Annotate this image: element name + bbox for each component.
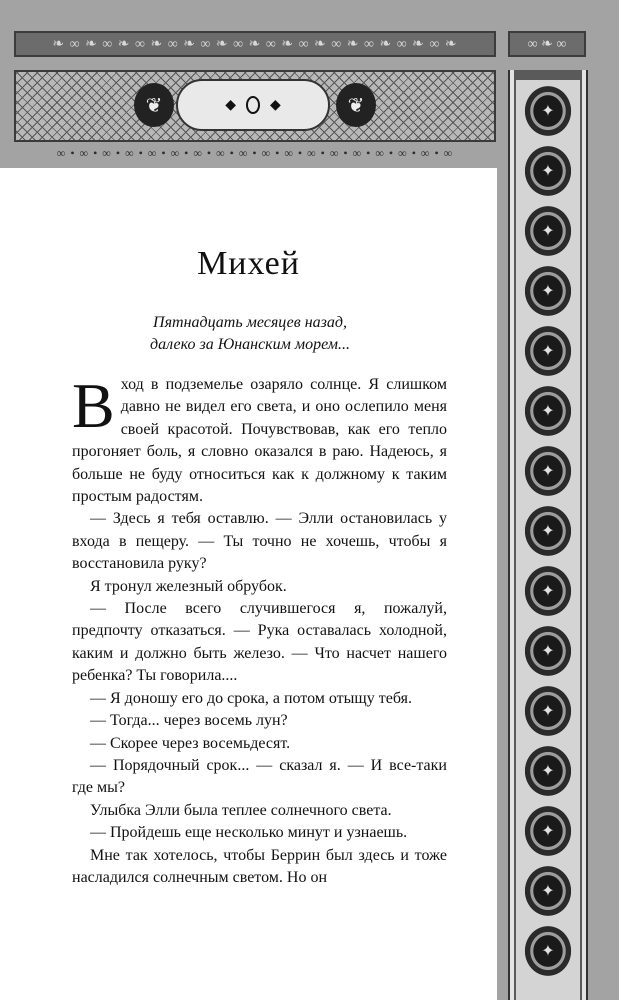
- motif-icon: ✦: [521, 622, 575, 680]
- motif-icon: ✦: [521, 382, 575, 440]
- motif-icon: ✦: [521, 862, 575, 920]
- motif-icon: ✦: [521, 142, 575, 200]
- side-edge-left: [510, 70, 514, 1000]
- medallion-right-ornament-icon: ❦: [336, 83, 376, 127]
- paragraph: Я тронул железный обрубок.: [90, 577, 287, 595]
- motif-icon: ✦: [521, 202, 575, 260]
- bottom-ornament-strip: [14, 146, 496, 160]
- drop-cap: В: [72, 370, 115, 441]
- paragraph-text: ход в подземелье озаряло солнце. Я слишком давно не видел его света, и оно ослепило меня своей красотой. Почувствовав, как его тепло прогоняет боль, я словно оказался в раю. Надеюсь, я больше не буду относиться как к должному к таким простым радостям.: [72, 376, 447, 506]
- top-ornament-strip: [14, 31, 496, 57]
- paragraph: [72, 370, 447, 508]
- paragraph: Мне так хотелось, чтобы Беррин был здесь и тоже насладился солнечным светом. Но он: [72, 846, 447, 886]
- side-edge-right: [582, 70, 586, 1000]
- paragraph: — Порядочный срок... — сказал я. — И все-таки где мы?: [72, 756, 447, 797]
- scroll-ornament-icon: ∞ ❧ ∞: [527, 36, 567, 52]
- epigraph-line: Пятнадцать месяцев назад,: [153, 314, 347, 331]
- corner-ornament: [508, 31, 586, 57]
- motif-icon: ✦: [521, 802, 575, 860]
- epigraph-line: далеко за Юнанским морем...: [150, 336, 350, 353]
- ring-icon: [246, 96, 260, 114]
- motif-icon: ✦: [521, 682, 575, 740]
- chapter-title: Михей: [197, 245, 300, 282]
- paragraph: — Тогда... через восемь лун?: [90, 712, 288, 730]
- paragraph: — Я доношу его до срока, а потом отыщу тебя.: [90, 689, 412, 707]
- motif-icon: ✦: [521, 322, 575, 380]
- chapter-medallion: [176, 79, 330, 131]
- epigraph: [120, 312, 380, 356]
- motif-icon: ✦: [521, 262, 575, 320]
- motif-icon: ✦: [521, 742, 575, 800]
- motif-icon: ✦: [521, 82, 575, 140]
- medallion-left-ornament-icon: ❦: [134, 83, 174, 127]
- paragraph: — Пройдешь еще несколько минут и узнаешь.: [90, 824, 408, 842]
- diamond-icon: ◆: [225, 97, 236, 113]
- paragraph: — Здесь я тебя оставлю. — Элли остановилась у входа в пещеру. — Ты точно не хочешь, чтобы я восстановила руку?: [72, 510, 447, 573]
- scroll-ornament-icon: ❧ ∞ ❧ ∞ ❧ ∞ ❧ ∞ ❧ ∞ ❧ ∞ ❧ ∞ ❧ ∞ ❧ ∞ ❧ ∞ ❧ ∞ ❧ ∞ ❧: [52, 36, 458, 52]
- paragraph: Улыбка Элли была теплее солнечного света.: [90, 801, 392, 819]
- paragraph: — После всего случившегося я, пожалуй, предпочту отказаться. — Рука оставалась холодной, каким и должно быть железо. — Что насчет нашего ребенка? Ты говорила....: [72, 600, 447, 685]
- diamond-icon: ◆: [270, 97, 281, 113]
- motif-icon: ✦: [521, 922, 575, 980]
- paragraph: — Скорее через восемьдесят.: [90, 734, 291, 752]
- scroll-ornament-icon: ∞ • ∞ • ∞ • ∞ • ∞ • ∞ • ∞ • ∞ • ∞ • ∞ • ∞ • ∞ • ∞ • ∞ • ∞ • ∞ • ∞ • ∞: [56, 146, 454, 160]
- motif-icon: ✦: [521, 502, 575, 560]
- side-ornament-inner: [516, 80, 580, 1000]
- motif-icon: ✦: [521, 562, 575, 620]
- body-text: [72, 370, 447, 889]
- motif-icon: ✦: [521, 442, 575, 500]
